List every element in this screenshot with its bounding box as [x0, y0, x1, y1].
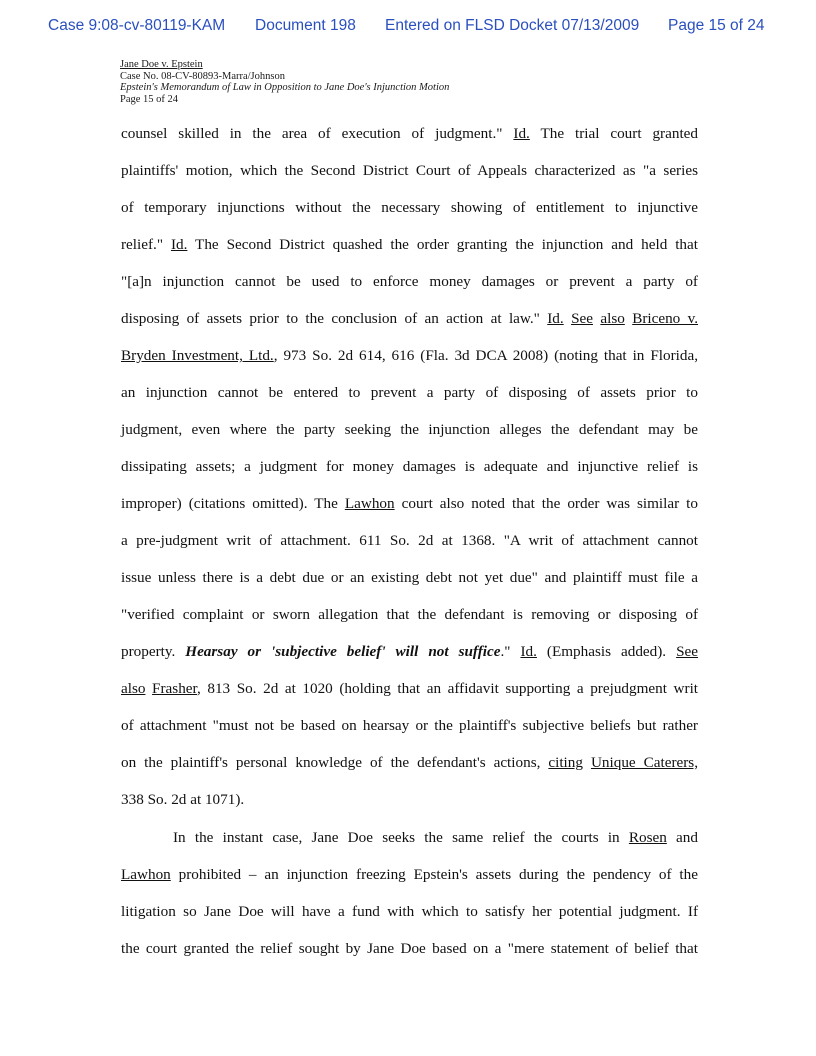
- body-line-12: a pre-judgment writ of attachment. 611 So. 2d at 1368. "A writ of attachment cannot: [121, 532, 698, 549]
- body-line-9: judgment, even where the party seeking the injunction alleges the defendant may be: [121, 421, 698, 438]
- citation-bryden: Bryden Investment, Ltd.: [121, 347, 274, 364]
- emphasized-quote: Hearsay or 'subjective belief' will not suffice: [185, 643, 501, 660]
- ecf-entered-date: Entered on FLSD Docket 07/13/2009: [385, 17, 640, 34]
- body-line-19: 338 So. 2d at 1071).: [121, 791, 245, 808]
- citation-id: Id.: [513, 125, 530, 142]
- body-line-17: of attachment "must not be based on hearsay or the plaintiff's subjective beliefs but rather: [121, 717, 698, 734]
- ecf-document-number: Document 198: [255, 17, 356, 34]
- citation-also: also: [121, 680, 146, 697]
- ecf-filing-stamp: [0, 17, 816, 39]
- caption-case-no: Case No. 08-CV-80893-Marra/Johnson: [120, 70, 285, 82]
- body-line-2: plaintiffs' motion, which the Second District Court of Appeals characterized as "a series: [121, 162, 698, 179]
- citation-id: Id.: [520, 643, 537, 660]
- citation-lawhon: Lawhon: [344, 495, 395, 512]
- body-line-13: issue unless there is a debt due or an existing debt not yet due" and plaintiff must file a: [121, 569, 698, 586]
- body-line-21: Lawhon prohibited – an injunction freezing Epstein's assets during the pendency of the: [121, 866, 698, 883]
- citation-id: Id.: [170, 236, 188, 253]
- caption-title: Epstein's Memorandum of Law in Opposition to Jane Doe's Injunction Motion: [120, 82, 450, 94]
- citation-also: also: [600, 310, 625, 327]
- citation-unique-caterers: Unique Caterers,: [590, 754, 699, 771]
- body-line-22: litigation so Jane Doe will have a fund with which to satisfy her potential judgment. If: [121, 903, 698, 920]
- ecf-case-number: Case 9:08-cv-80119-KAM: [48, 17, 226, 34]
- caption-case-name: Jane Doe v. Epstein: [120, 59, 203, 70]
- body-line-23: the court granted the relief sought by Jane Doe based on a "mere statement of belief that: [121, 940, 698, 957]
- citation-see: See: [571, 310, 593, 327]
- body-line-3: of temporary injunctions without the necessary showing of entitlement to injunctive: [121, 199, 698, 216]
- case-caption: [120, 59, 449, 105]
- body-line-14: "verified complaint or sworn allegation that the defendant is removing or disposing of: [121, 606, 698, 623]
- caption-page: Page 15 of 24: [120, 93, 179, 105]
- body-line-16: also Frasher, 813 So. 2d at 1020 (holding that an affidavit supporting a prejudgment writ: [121, 680, 699, 697]
- citation-rosen: Rosen: [628, 829, 667, 846]
- body-line-7: Bryden Investment, Ltd., 973 So. 2d 614, 616 (Fla. 3d DCA 2008) (noting that in Florida,: [121, 347, 698, 364]
- citation-id: Id.: [547, 310, 564, 327]
- body-line-1: counsel skilled in the area of execution of judgment." Id. The trial court granted: [121, 125, 698, 142]
- body-line-20: In the instant case, Jane Doe seeks the same relief the courts in Rosen and: [173, 829, 698, 846]
- body-line-6: disposing of assets prior to the conclusion of an action at law." Id. See also Briceno v.: [121, 310, 699, 327]
- body-line-5: "[a]n injunction cannot be used to enforce money damages or prevent a party of: [121, 273, 698, 290]
- citation-frasher: Frasher: [152, 680, 197, 697]
- citation-lawhon: Lawhon: [121, 866, 171, 883]
- body-line-4: relief." Id. The Second District quashed the order granting the injunction and held that: [121, 236, 698, 253]
- body-line-10: dissipating assets; a judgment for money damages is adequate and injunctive relief is: [121, 458, 698, 475]
- ecf-page-number: Page 15 of 24: [668, 17, 765, 34]
- body-line-15: property. Hearsay or 'subjective belief' will not suffice." Id. (Emphasis added). See: [121, 643, 699, 660]
- citation-see: See: [676, 643, 699, 660]
- citation-citing: citing: [548, 754, 583, 771]
- body-line-18: on the plaintiff's personal knowledge of the defendant's actions, citing Unique Caterers,: [121, 754, 699, 771]
- citation-briceno: Briceno v.: [632, 310, 699, 327]
- body-line-8: an injunction cannot be entered to prevent a party of disposing of assets prior to: [121, 384, 698, 401]
- body-line-11: improper) (citations omitted). The Lawhon court also noted that the order was similar to: [121, 495, 698, 512]
